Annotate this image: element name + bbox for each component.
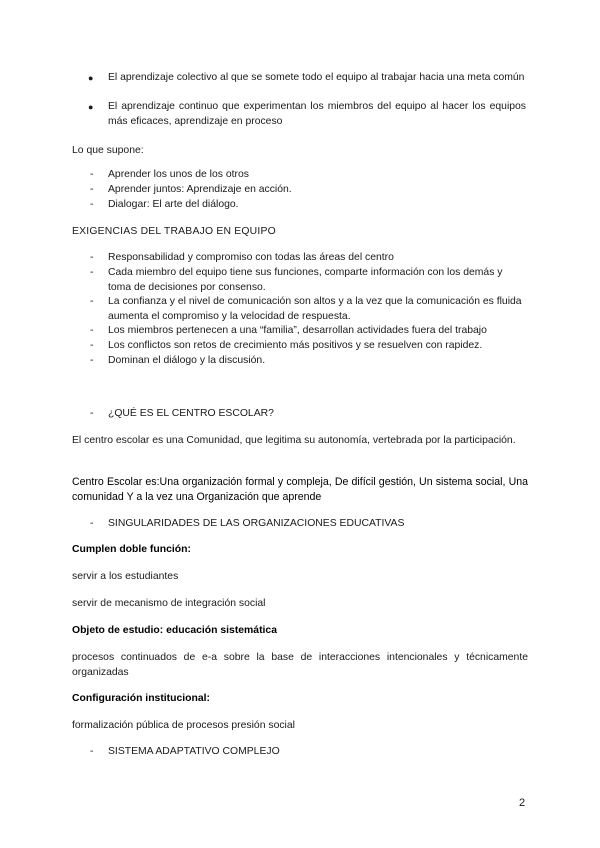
- list-item: El aprendizaje colectivo al que se somete todo el equipo al trabajar hacia una meta común: [108, 72, 525, 83]
- list-item: Los miembros pertenecen a una “familia”, desarrollan actividades fuera del trabajo: [108, 325, 487, 336]
- dash-marker: -: [90, 408, 94, 419]
- paragraph: procesos continuados de e-a sobre la base de interacciones intencionales y técnicamente organizadas: [72, 652, 528, 678]
- section-heading-sistema: SISTEMA ADAPTATIVO COMPLEJO: [108, 746, 280, 757]
- dash-marker: -: [90, 169, 94, 180]
- dash-marker: -: [90, 267, 94, 278]
- paragraph: servir de mecanismo de integración social: [72, 598, 266, 609]
- bullet-dot-icon: ●: [88, 73, 94, 83]
- dash-marker: -: [90, 252, 94, 263]
- subheading: Cumplen doble función:: [72, 544, 191, 555]
- list-item: Cada miembro del equipo tiene sus funciones, comparte información con los demás y toma de decisiones por consenso.: [108, 267, 503, 293]
- list-item: La confianza y el nivel de comunicación son altos y a la vez que la comunicación es fluida aumenta el compromiso y la velocidad de respuesta.: [108, 296, 522, 322]
- list-item: Los conflictos son retos de crecimiento más positivos y se resuelven con rapidez.: [108, 340, 483, 351]
- dash-marker: -: [90, 355, 94, 366]
- dash-marker: -: [90, 199, 94, 210]
- section-heading-singularidades: SINGULARIDADES DE LAS ORGANIZACIONES EDUCATIVAS: [108, 518, 405, 529]
- dash-marker: -: [90, 518, 94, 529]
- section-heading-centro: ¿QUÉ ES EL CENTRO ESCOLAR?: [108, 408, 274, 419]
- list-item: Responsabilidad y compromiso con todas las áreas del centro: [108, 252, 394, 263]
- list-item: Aprender juntos: Aprendizaje en acción.: [108, 184, 292, 195]
- lo-que-supone: Lo que supone:: [72, 145, 144, 156]
- list-item: Dialogar: El arte del diálogo.: [108, 199, 239, 210]
- section-heading-exigencias: EXIGENCIAS DEL TRABAJO EN EQUIPO: [72, 226, 276, 237]
- dash-marker: -: [90, 746, 94, 757]
- bullet-dot-icon: ●: [88, 102, 94, 112]
- paragraph: servir a los estudiantes: [72, 571, 179, 582]
- page-number: 2: [519, 797, 526, 809]
- dash-marker: -: [90, 340, 94, 351]
- list-item: Dominan el diálogo y la discusión.: [108, 355, 266, 366]
- paragraph: El centro escolar es una Comunidad, que legitima su autonomía, vertebrada por la participación.: [72, 435, 516, 446]
- dash-marker: -: [90, 325, 94, 336]
- paragraph: formalización pública de procesos presión social: [72, 720, 295, 731]
- paragraph: Centro Escolar es:Una organización formal y compleja, De difícil gestión, Un sistema social, Una comunidad Y a la vez una Organización que aprende: [72, 476, 528, 503]
- subheading: Configuración institucional:: [72, 693, 210, 704]
- subheading: Objeto de estudio: educación sistemática: [72, 625, 277, 636]
- list-item: Aprender los unos de los otros: [108, 169, 249, 180]
- dash-marker: -: [90, 184, 94, 195]
- dash-marker: -: [90, 296, 94, 307]
- list-item: El aprendizaje continuo que experimentan los miembros del equipo al hacer los equipos más eficaces, aprendizaje en proceso: [108, 101, 526, 127]
